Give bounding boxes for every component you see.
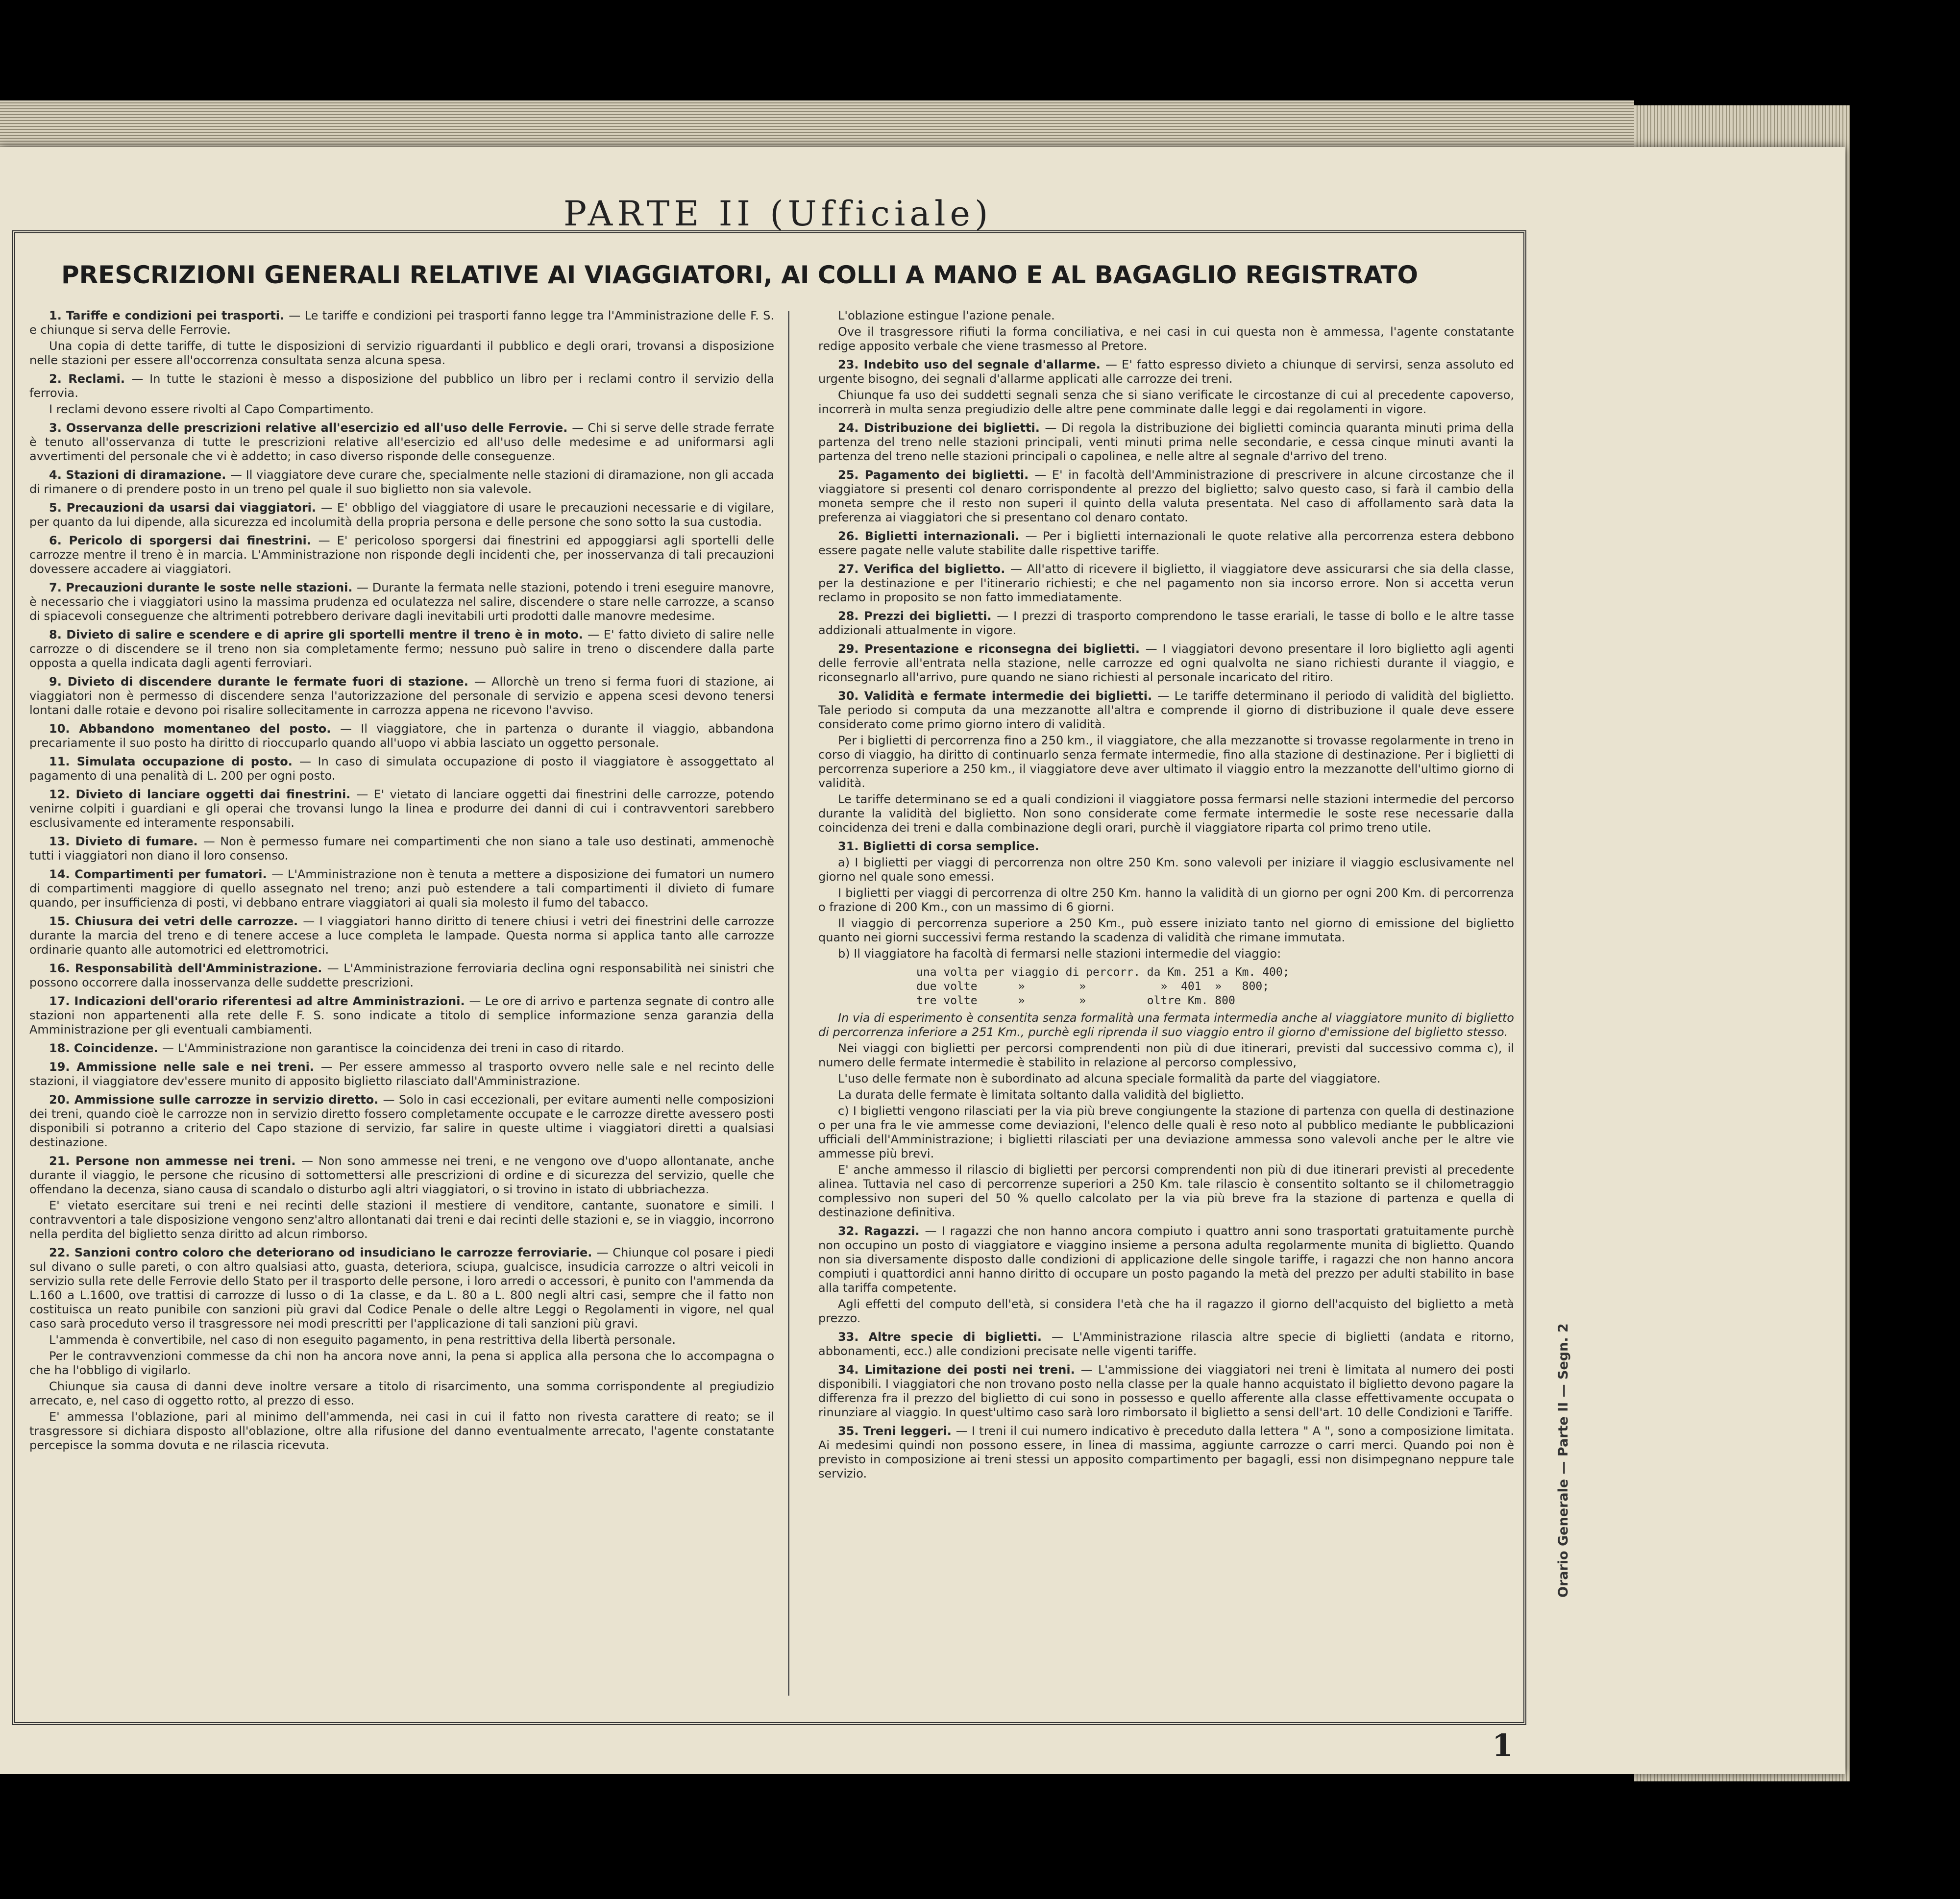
article-heading: Responsabilità dell'Amministrazione. [74,962,327,975]
article-heading: Pagamento dei biglietti. [864,468,1035,482]
article-paragraph: Le tariffe determinano se ed a quali condizioni il viaggiatore possa fermarsi nelle stazioni intermedie del percorso durante la validità del biglietto. Non sono considerate come fermate intermedie le soste rese necessarie dalla coincidenza dei treni e dalla combinazione degli orari, purchè il viaggiatore riparta col primo treno utile. [818,792,1514,835]
article-entry [29,994,774,1037]
article-paragraph [29,468,774,496]
article-paragraph: L'ammenda è convertibile, nel caso di non eseguito pagamento, in pena restrittiva della libertà personale. [49,1333,676,1347]
article-number: 1. [49,309,66,322]
article-number: 16. [49,962,75,975]
article-text: — E' obbligo del viaggiatore di usare le precauzioni necessarie e di vigilare, per quanto da lui dipende, alla sicurezza ed incolumità della propria persona e delle persone che sono sotto la sua custodia. [29,501,774,529]
article-heading: Biglietti di corsa semplice. [862,839,1039,853]
article-heading: Sanzioni contro coloro che deteriorano od insudiciano le carrozze ferroviarie. [74,1246,597,1259]
article-heading: Precauzioni da usarsi dai viaggiatori. [66,501,321,515]
article-heading: Precauzioni durante le soste nelle stazioni. [66,581,357,594]
column-divider [788,311,789,1696]
article-heading: Indicazioni dell'orario riferentesi ad altre Amministrazioni. [74,994,469,1008]
article-text: — In tutte le stazioni è messo a disposizione del pubblico un libro per i reclami contro il servizio della ferrovia. [29,372,774,400]
article-number: 32. [838,1224,864,1238]
article-text: — Chi si serve delle strade ferrate è tenuto all'osservanza di tutte le prescrizioni relative all'esercizio ed all'uso delle medesime e ad uniformarsi agli avvertimenti del personale che vi è addetto; in caso diverso risponde delle conseguenze. [29,421,774,463]
article-number: 31. [838,839,863,853]
article-text: — Le ore di arrivo e partenza segnate di contro alle stazioni non appartenenti alla rete delle F. S. sono indicate a titolo di semplice informazione senza garanzia della Amministrazione per gli eventuali cambiamenti. [29,994,774,1036]
article-paragraph [29,867,774,910]
article-paragraph: Agli effetti del computo dell'età, si considera l'età che ha il ragazzo il giorno dell'acquisto del biglietto a metà prezzo. [818,1297,1514,1325]
article-number: 2. [49,372,69,386]
part-header: PARTE II (Ufficiale) [564,194,993,234]
article-paragraph: b) Il viaggiatore ha facoltà di fermarsi nelle stazioni intermedie del viaggio: [838,947,1281,961]
article-text: — In caso di simulata occupazione di posto il viaggiatore è assoggettato al pagamento di una penalità di L. 200 per ogni posto. [29,755,774,783]
article-entry [29,628,774,670]
article-paragraph [29,962,774,990]
article-heading: Abbandono momentaneo del posto. [79,722,341,736]
article-paragraph [818,689,1514,732]
article-entry [29,309,774,368]
article-number: 28. [838,609,864,623]
article-text: — L'ammissione dei viaggiatori nei treni è limitata al numero dei posti disponibili. I viaggiatori che non trovano posto nella classe per la quale hanno acquistato il biglietto devono pagare la differenza fra il prezzo del biglietto di cui sono in possesso e quello afferente alla classe effettivamente occupata o rinunziare al viaggio. In quest'ultimo caso sarà loro rimborsato il biglietto a sensi dell'art. 10 delle Condizioni e Tariffe. [818,1363,1514,1419]
article-text: — All'atto di ricevere il biglietto, il viaggiatore deve assicurarsi che sia della classe, per la destinazione e per l'itinerario richiesti; e che nel pagamento non sia incorso errore. Non si accetta verun reclamo in proposito se non fatto immediatamente. [818,562,1514,604]
article-paragraph [29,722,774,750]
article-text: — E' vietato di lanciare oggetti dai finestrini delle carrozze, potendo venirne colpiti i guardiani e gli operai che trovansi lungo la linea e produrre dei danni di cui i contravventori sarebbero esclusivamente ed interamente responsabili. [29,788,774,830]
article-entry [818,468,1514,525]
side-label: Orario Generale — Parte II — Segn. 2 [1556,1323,1571,1598]
left-column [29,309,774,1696]
article-heading: Reclami. [68,372,132,386]
article-paragraph [818,642,1514,685]
article-paragraph [29,1246,774,1331]
article-text: — E' fatto espresso divieto a chiunque di servirsi, senza assoluto ed urgente bisogno, dei segnali d'allarme applicati alle carrozze dei treni. [818,358,1514,386]
article-paragraph: Chiunque sia causa di danni deve inoltre versare a titolo di risarcimento, una somma corrispondente al pregiudizio arrecato, e, nel caso di oggetto rotto, al prezzo di esso. [29,1380,774,1407]
fermate-row: una volta per viaggio di percorr. da Km. 251 a Km. 400; [916,966,1290,979]
article-number: 12. [49,788,76,801]
article-text: — Non sono ammesse nei treni, e ne vengono ove d'uopo allontanate, anche durante il viaggio, le persone che ricusino di sottomettersi alle prescrizioni di ordine e di sicurezza del servizio, quelle che offendano la decenza, siano causa di scandalo o disturbo agli altri viaggiatori, o si trovino in istato di ubbriachezza. [29,1154,774,1196]
article-paragraph [818,1330,1514,1358]
article-number: 35. [838,1424,863,1438]
article-paragraph [29,1060,774,1088]
article-entry [818,642,1514,685]
article-paragraph: E' anche ammesso il rilascio di biglietti per percorsi comprendenti non più di due itinerari previsti al precedente alinea. Tuttavia nel caso di percorrenze superiori a 250 Km. tale rilascio è consentito soltanto se il chilometraggio complessivo non superi del 50 % quello calcolato per la via più breve fra la stazione di partenza e quella di destinazione definitiva. [818,1163,1514,1219]
article-text: — L'Amministrazione non è tenuta a mettere a disposizione dei fumatori un numero di compartimenti maggiore di quello assegnato nel treno; anzi può estendere a tali compartimenti il divieto di fumare quando, per insufficienza di posti, vi debbano entrare viaggiatori ai quali sia molesto il fumo del tabacco. [29,867,774,910]
article-number: 17. [49,994,74,1008]
article-paragraph: La durata delle fermate è limitata soltanto dalla validità del biglietto. [838,1088,1245,1102]
article-paragraph: Chiunque fa uso dei suddetti segnali senza che si siano verificate le circostanze di cui al precedente capoverso, incorrerà in multa senza pregiudizio delle altre pene comminate dalle leggi e dai regolamenti in vigore. [818,388,1514,416]
article-paragraph [818,562,1514,605]
article-heading: Tariffe e condizioni pei trasporti. [66,309,289,322]
article-text: — I ragazzi che non hanno ancora compiuto i quattro anni sono trasportati gratuitamente purchè non occupino un posto di viaggiatore e viaggino insieme a persona adulta regolarmente munita di biglietto. Quando non sia diversamente disposto dalle condizioni di applicazione delle singole tariffe, i ragazzi che non hanno ancora compiuti i quattordici anni hanno diritto di occupare un posto pagando la metà del prezzo per adulti stabilito in base alla tariffa competente. [818,1224,1514,1295]
article-heading: Ammissione sulle carrozze in servizio diretto. [74,1093,383,1107]
article-paragraph [29,755,774,783]
article-number: 13. [49,835,75,848]
article-entry [818,1330,1514,1358]
article-text: L'oblazione estingue l'azione penale. [838,309,1055,322]
article-text: — L'Amministrazione rilascia altre specie di biglietti (andata e ritorno, abbonamenti, ecc.) alle condizioni precisate nelle vigenti tariffe. [818,1330,1514,1358]
article-heading: Simulata occupazione di posto. [76,755,300,768]
article-paragraph [29,788,774,830]
article-heading: Divieto di discendere durante le fermate fuori di stazione. [67,675,474,689]
article-paragraph [29,1041,774,1056]
article-text: — Le tariffe determinano il periodo di validità del biglietto. Tale periodo si computa da una mezzanotte all'altra e comprende il giorno di distribuzione il quale deve essere considerato come primo giorno intero di validità. [818,689,1514,731]
article-text: — I treni il cui numero indicativo è preceduto dalla lettera " A ", sono a composizione limitata. Ai medesimi quindi non possono essere, in linea di massima, aggiunte carrozze o carri merci. Quando poi non è previsto in composizione ai treni stessi un apposito compartimento per bagagli, essi non disimpegnano neppure tale servizio. [818,1424,1514,1480]
article-number: 15. [49,914,75,928]
article-text: — Di regola la distribuzione dei biglietti comincia quaranta minuti prima della partenza del treno nelle stazioni principali, venti minuti prima nelle secondarie, e cessa cinque minuti avanti la partenza del treno nelle stazioni principali o capolinea, e nelle altre al segnale d'arrivo del treno. [818,421,1514,463]
article-number: 6. [49,534,69,547]
article-entry [29,468,774,496]
article-heading: Presentazione e riconsegna dei biglietti. [864,642,1146,656]
article-number: 10. [49,722,79,736]
article-paragraph: Una copia di dette tariffe, di tutte le disposizioni di servizio riguardanti il pubblico e degli orari, trovansi a disposizione nelle stazioni per essere all'occorrenza consultata senza alcuna spesa. [29,339,774,367]
article-italic-text: In via di esperimento è consentita senza formalità una fermata intermedia anche al viaggiatore munito di biglietto di percorrenza inferiore a 251 Km., purchè egli riprenda il suo viaggio entro il giorno d'emissione del biglietto stesso. [818,1011,1514,1039]
article-entry [29,1154,774,1241]
article-text: — L'Amministrazione non garantisce la coincidenza dei treni in caso di ritardo. [162,1041,625,1055]
article-entry [29,675,774,717]
article-paragraph [818,1224,1514,1295]
article-entry [818,1363,1514,1420]
article-text: — Per essere ammesso al trasporto ovvero nelle sale e nel recinto delle stazioni, il viaggiatore dev'essere munito di apposito biglietto rilasciato dall'Amministrazione. [29,1060,774,1088]
right-column [818,309,1514,1696]
article-paragraph [29,421,774,464]
article-heading: Coincidenze. [74,1041,163,1055]
article-paragraph: E' vietato esercitare sui treni e nei recinti delle stazioni il mestiere di venditore, cantante, suonatore e simili. I contravventori a tale disposizione vengono senz'altro allontanati dai treni e dai recinti delle stazioni e, se in viaggio, incorrono nella perdita del biglietto senza diritto ad alcun rimborso. [29,1199,774,1241]
article-heading: Chiusura dei vetri delle carrozze. [74,914,303,928]
article-paragraph: a) I biglietti per viaggi di percorrenza non oltre 250 Km. sono valevoli per iniziare il viaggio esclusivamente nel giorno nel quale sono emessi. [818,856,1514,884]
article-number: 9. [49,675,68,689]
article-entry [818,529,1514,558]
article-entry [29,755,774,783]
article-text: — E' fatto divieto di salire nelle carrozze o di discendere se il treno non sia completamente fermo; nessuno può salire in treno o discendere dalla parte opposta a quella indicata dagli agenti ferroviari. [29,628,774,670]
article-paragraph: E' ammessa l'oblazione, pari al minimo dell'ammenda, nei casi in cui il fatto non rivesta carattere di reato; se il trasgressore si dichiara disposto all'oblazione, oltre alla rifusione del danno eventualmente arrecato, l'agente constatante percepisce la somma dovuta e ne rilascia ricevuta. [29,1410,774,1452]
article-heading: Pericolo di sporgersi dai finestrini. [69,534,318,547]
article-paragraph [818,1424,1514,1481]
article-number: 7. [49,581,66,594]
article-paragraph [818,358,1514,386]
document-title: PRESCRIZIONI GENERALI RELATIVE AI VIAGGIATORI, AI COLLI A MANO E AL BAGAGLIO REGISTRATO [61,261,1418,289]
article-text: — Il viaggiatore deve curare che, specialmente nelle stazioni di diramazione, non gli accada di rimanere o di prendere posto in un treno pel quale il suo biglietto non sia valevole. [29,468,774,496]
article-number: 26. [838,529,865,543]
article-entry [29,1246,774,1453]
article-heading: Verifica del biglietto. [864,562,1010,576]
article-entry [818,1224,1514,1326]
article-text: — Durante la fermata nelle stazioni, potendo i treni eseguire manovre, è necessario che i viaggiatori usino la massima prudenza ed oculatezza nel salire, discendere o stare nelle carrozze, a scanso di spiacevoli conseguenze che altrimenti potrebbero derivare dagli inevitabili urti prodotti dalle manovre medesime. [29,581,774,623]
article-heading: Limitazione dei posti nei treni. [864,1363,1081,1377]
article-heading: Prezzi dei biglietti. [864,609,997,623]
article-paragraph [818,468,1514,525]
article-heading: Stazioni di diramazione. [66,468,230,482]
article-heading: Treni leggeri. [863,1424,956,1438]
article-paragraph: L'uso delle fermate non è subordinato ad alcuna speciale formalità da parte del viaggiatore. [838,1072,1381,1085]
article-paragraph [29,372,774,400]
article-text: — Il viaggiatore, che in partenza o durante il viaggio, abbandona precariamente il suo posto ha diritto di rioccuparlo quando all'uopo vi abbia lasciato un oggetto personale. [29,722,774,750]
article-entry [29,835,774,863]
article-text: — E' pericoloso sporgersi dai finestrini ed appoggiarsi agli sportelli delle carrozze mentre il treno è in marcia. L'Amministrazione non risponde degli incidenti che, per inosservanza di tali precauzioni dovessere accadere ai viaggiatori. [29,534,774,576]
article-paragraph [29,675,774,717]
article-number: 3. [49,421,66,435]
article-paragraph [29,835,774,863]
article-number: 25. [838,468,865,482]
article-entry [29,501,774,529]
article-text: — Allorchè un treno si ferma fuori di stazione, ai viaggiatori non è permesso di discendere senza l'autorizzazione del personale di servizio e appena scesi devono tenersi lontani dalle rotaie e devono poi risalire sollecitamente in carrozza appena ne ricevono l'avviso. [29,675,774,717]
article-entry [818,358,1514,417]
article-paragraph: Per le contravvenzioni commesse da chi non ha ancora nove anni, la pena si applica alla persona che lo accompagna o che ha l'obbligo di vigilarlo. [29,1349,774,1377]
article-entry [818,421,1514,464]
article-number: 29. [838,642,865,656]
article-number: 18. [49,1041,74,1055]
article-entry [29,372,774,417]
article-text: — I prezzi di trasporto comprendono le tasse erariali, le tasse di bollo e le altre tasse addizionali attualmente in vigore. [818,609,1514,637]
article-heading: Compartimenti per fumatori. [74,867,272,881]
article-entry [29,788,774,830]
article-entry [29,581,774,623]
page-edges-top [0,100,1634,147]
article-heading: Ammissione nelle sale e nei treni. [76,1060,321,1074]
article-number: 5. [49,501,67,515]
article-text: — E' in facoltà dell'Amministrazione di prescrivere in alcune circostanze che il viaggiatore si presenti col denaro corrispondente al prezzo del biglietto; salvo questo caso, si farà il cambio della moneta sempre che il resto non superi il quinto della valuta presentata. Nel caso di affollamento sarà data la preferenza ai viaggiatori che si presentano col denaro contato. [818,468,1514,524]
article-paragraph [29,914,774,957]
article-text: — Non è permesso fumare nei compartimenti che non siano a tale uso destinati, ammenochè tutti i viaggiatori non diano il loro consenso. [29,835,774,863]
article-paragraph [818,1011,1514,1039]
article-heading: Divieto di fumare. [75,835,203,848]
article-paragraph [29,994,774,1037]
article-paragraph: Il viaggio di percorrenza superiore a 250 Km., può essere iniziato tanto nel giorno di emissione del biglietto quanto nei giorni successivi ferma restando la scadenza di validità che rimane immutata. [818,916,1514,944]
article-number: 14. [49,867,75,881]
article-text: — Le tariffe e condizioni pei trasporti fanno legge tra l'Amministrazione delle F. S. e chiunque si serva delle Ferrovie. [29,309,774,337]
article-paragraph: Ove il trasgressore rifiuti la forma conciliativa, e nei casi in cui questa non è ammessa, l'agente constatante redige apposito verbale che viene trasmesso al Pretore. [818,325,1514,353]
article-number: 23. [838,358,864,371]
article-number: 19. [49,1060,77,1074]
article-entry [818,839,1514,961]
article-text: — I viaggiatori hanno diritto di tenere chiusi i vetri dei finestrini delle carrozze durante la marcia del treno e di tenere accese a luce completa le lampade. Questa norma si applica tanto alle carrozze ordinarie quanto alle automotrici ed elettromotrici. [29,914,774,957]
article-entry [818,689,1514,835]
article-number: 30. [838,689,864,703]
article-entry [29,1041,774,1056]
article-paragraph: Per i biglietti di percorrenza fino a 250 km., il viaggiatore, che alla mezzanotte si trovasse regolarmente in treno in corso di viaggio, ha diritto di continuarlo senza fermate intermedie, fino alla stazione di destinazione. Per i biglietti di percorrenza superiore a 250 km., il viaggiatore deve aver ultimato il viaggio entro la mezzanotte dell'ultimo giorno di validità. [818,734,1514,790]
article-paragraph [818,839,1514,854]
article-heading: Osservanza delle prescrizioni relative all'esercizio ed all'uso delle Ferrovie. [66,421,572,435]
fermate-row: tre volte » » oltre Km. 800 [916,994,1235,1007]
article-text: — Solo in casi eccezionali, per evitare aumenti nelle composizioni dei treni, quando cioè le carrozze non in servizio diretto fossero completamente occupate e le carrozze dirette avessero posti disponibili si potranno a criterio del Capo stazione di servizio, far salire in queste ultime i viaggiatori diretti a qualsiasi destinazione. [29,1093,774,1149]
article-text: — Per i biglietti internazionali le quote relative alla percorrenza estera debbono essere pagate nelle valute stabilite dalle rispettive tariffe. [818,529,1514,557]
article-paragraph [818,1363,1514,1420]
article-heading: Divieto di lanciare oggetti dai finestrini. [75,788,357,801]
article-paragraph [29,581,774,623]
article-number: 24. [838,421,864,435]
article-number: 34. [838,1363,865,1377]
article-heading: Indebito uso del segnale d'allarme. [863,358,1105,371]
article-entry [29,962,774,990]
article-heading: Ragazzi. [864,1224,925,1238]
article-text: — Chiunque col posare i piedi sul divano o sulle pareti, o con altro qualsiasi atto, guasta, deteriora, sciupa, gualcisce, insudicia carrozze o altri veicoli in servizio sulla rete delle Ferrovie dello Stato per il trasporto delle persone, i loro arredi o accessori, è punito con l'ammenda da L.160 a L.1600, ove trattisi di carrozze di lusso o di 1a classe, e da L. 80 a L. 800 negli altri casi, sempre che il fatto non costituisca un reato punibile con sanzioni più gravi dal Codice Penale o delle altre Leggi o Regolamenti in vigore, nel qual caso sarà proceduto verso il trasgressore nei modi prescritti per l'applicazione di tali sanzioni più gravi. [29,1246,774,1331]
article-paragraph [818,421,1514,464]
fermate-row: due volte » » » 401 » 800; [916,980,1270,993]
article-paragraph [29,1154,774,1197]
article-number: 27. [838,562,864,576]
article-paragraph: I biglietti per viaggi di percorrenza di oltre 250 Km. hanno la validità di un giorno per ogni 200 Km. di percorrenza o frazione di 200 Km., con un massimo di 6 giorni. [818,886,1514,914]
article-heading: Divieto di salire e scendere e di aprire gli sportelli mentre il treno è in moto. [66,628,588,641]
article-paragraph: I reclami devono essere rivolti al Capo Compartimento. [49,402,374,416]
article-number: 20. [49,1093,74,1107]
article-entry [29,1060,774,1088]
article-number: 22. [49,1246,74,1259]
article-heading: Persone non ammesse nei treni. [75,1154,302,1168]
article-paragraph: Nei viaggi con biglietti per percorsi comprendenti non più di due itinerari, previsti dal successivo comma c), il numero delle fermate intermedie è stabilito in relazione al percorso complessivo, [818,1041,1514,1069]
article-paragraph [29,628,774,670]
page-number: 1 [1492,1727,1514,1763]
article-paragraph [29,534,774,576]
article-paragraph [818,309,1514,323]
article-heading: Validità e fermate intermedie dei biglietti. [864,689,1158,703]
article-entry [818,1011,1514,1220]
article-heading: Biglietti internazionali. [864,529,1026,543]
article-entry [29,914,774,957]
article-paragraph [818,609,1514,638]
fermate-table [916,965,1514,1008]
article-number: 33. [838,1330,869,1344]
article-entry [29,1093,774,1150]
article-paragraph [818,529,1514,558]
article-entry [818,562,1514,605]
article-paragraph: c) I biglietti vengono rilasciati per la via più breve congiungente la stazione di partenza con quella di destinazione o per una fra le vie ammesse come deviazioni, l'elenco delle quali è reso noto al pubblico mediante le pubblicazioni ufficiali dell'Amministrazione; i biglietti rilasciati per una deviazione ammessa sono valevoli anche per le altre vie ammesse più brevi. [818,1104,1514,1160]
article-entry [29,867,774,910]
article-number: 8. [49,628,67,641]
article-paragraph [29,1093,774,1150]
article-text: — I viaggiatori devono presentare il loro biglietto agli agenti delle ferrovie all'entrata nella stazione, nelle carrozze ed ogni qualvolta ne siano richiesti durante il viaggio, e riconsegnarlo all'arrivo, pure quando ne siano richiesti al personale incaricato del ritiro. [818,642,1514,684]
article-entry [29,534,774,576]
article-paragraph [29,309,774,337]
article-number: 11. [49,755,77,768]
article-number: 4. [49,468,66,482]
article-entry [29,722,774,750]
article-heading: Altre specie di biglietti. [868,1330,1052,1344]
article-heading: Distribuzione dei biglietti. [864,421,1045,435]
article-entry [818,609,1514,638]
article-entry [29,421,774,464]
article-entry [818,309,1514,353]
article-number: 21. [49,1154,76,1168]
article-paragraph [29,501,774,529]
article-text: — L'Amministrazione ferroviaria declina ogni responsabilità nei sinistri che possono occorrere dalla inosservanza delle suddette prescrizioni. [29,962,774,989]
article-entry [818,1424,1514,1481]
